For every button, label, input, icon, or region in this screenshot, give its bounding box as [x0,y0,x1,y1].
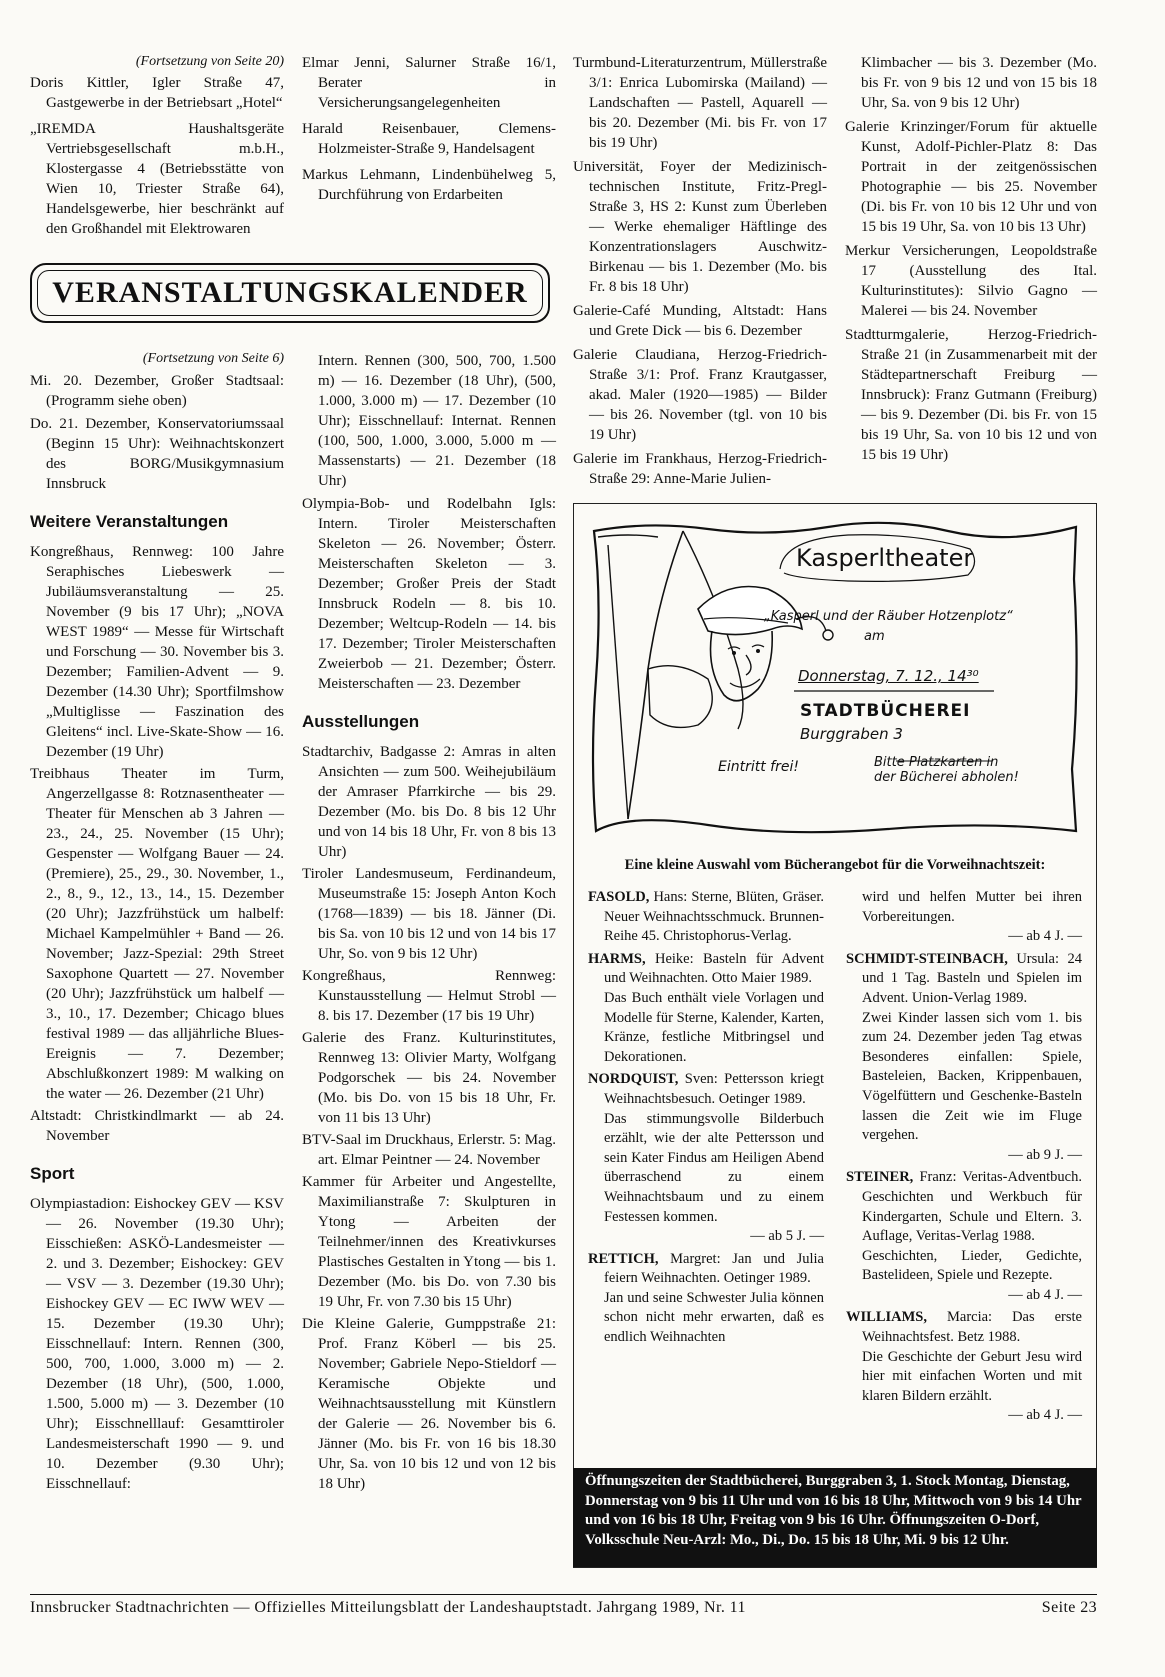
books-right-column [846,888,1082,1429]
list-item [846,888,1082,947]
list-item: Mi. 20. Dezember, Großer Stadtsaal: (Programm siehe oben) [30,373,284,409]
list-item: Do. 21. Dezember, Konservatoriumssaal (Beginn 15 Uhr): Weihnachtskonzert des BORG/Musikgymnasium Innsbruck [30,416,284,492]
top-column-3 [573,53,827,489]
list-item: Universität, Foyer der Medizinisch-technischen Institute, Fritz-Pregl-Straße 3, HS 2: Kunst zum Überleben — Werke ehemaliger Häftlinge des Konzentrationslagers Auschwitz-Birkenau — bis 1. Dezember (Mo. bis Fr. 8 bis 18 Uhr) [573,159,827,295]
list-item: Elmar Jenni, Salurner Straße 16/1, Berater in Versicherungsangelegenheiten [302,55,556,111]
list-item: Olympia-Bob- und Rodelbahn Igls: Intern. Tiroler Meisterschaften Skeleton — 26. November; Österr. Meisterschaften Skeleton — 3. Dezember; Großer Preis der Stadt Innsbruck Rodeln — 8. bis 10. Dezember; Weltcup-Rodeln — 14. bis 17. Dezember; Tiroler Meisterschaften Zweierbob — 21. Dezember; Österr. Meisterschaften — 23. Dezember [302,496,556,692]
book-title: Margret: Jan und Julia feiern Weihnachten. Oetinger 1989. [604,1250,824,1287]
top-column-1 [30,73,284,239]
book-age: — ab 4 J. — [1008,928,1082,945]
section-heading-sport: Sport [30,1164,75,1183]
list-item [846,950,1082,1166]
list-item [588,950,824,1068]
list-item: Galerie des Franz. Kulturinstitutes, Rennweg 13: Olivier Marty, Wolfgang Podgorschek — bis 24. November (Mo. bis Do. von 15 bis 18 Uhr, Fr. von 11 bis 13 Uhr) [302,1030,556,1126]
book-author: NORDQUIST, [588,1071,679,1088]
continuation-note-calendar: (Fortsetzung von Seite 6) [142,351,284,366]
list-item: Olympiastadion: Eishockey GEV — KSV — 26. November (19.30 Uhr); Eisschießen: ASKÖ-Landesmeister — 2. und 3. Dezember; Eishockey: GEV — VSV — 3. Dezember (19.30 Uhr); Eishockey GEV — EC IWW WEV — 15. Dezember (19.30 Uhr); Eisschnellauf: Intern. Rennen (300, 500, 700, 1.000, 3.000 m) — 2. Dezember (18 Uhr), (500, 1.000, 1.500, 5.000 m) — 3. Dezember (10 Uhr); Eisschnelllauf: Gesamttiroler Landesmeisterschaft 1990 — 9. und 10. Dezember (9.30 Uhr); Eisschnellauf: [30,1196,284,1492]
list-item [588,1250,824,1348]
list-item: Intern. Rennen (300, 500, 700, 1.500 m) — 16. Dezember (18 Uhr), (500, 1.000, 3.000 m) — 17. Dezember (10 Uhr); Eisschnellauf: Internat. Rennen (100, 500, 1.000, 3.000, 5.000 m — Massenstarts) — 21. Dezember (18 Uhr) [318,353,556,489]
kasperl-poster [588,519,1082,839]
kasperl-date: Donnerstag, 7. 12., 14³⁰ [798,667,979,685]
page-footer [30,1594,1097,1617]
book-age: — ab 9 J. — [1008,1146,1082,1163]
book-description: Das Buch enthält viele Vorlagen und Modelle für Sterne, Kalender, Karten, Kränze, festliche Mitbringsel und Dekorationen. [604,989,824,1065]
kasperl-am: am [864,629,885,644]
library-box [573,503,1097,1568]
list-item: Treibhaus Theater im Turm, Angerzellgasse 8: Rotznasentheater — Theater für Menschen ab 3 Jahren — 23., 24., 25. November (15 Uhr); Gespenster — Wolfgang Bauer — 24. (Premiere), 25., 29., 30. November, 1., 2., 8., 9., 12., 13., 14., 15. Dezember (20 Uhr); Jazzfrühstück um halbelf: Michael Kampelmühler + Band — 26. November; Jazz-Spezial: 29th Street Saxophone Quartett — 27. November (20 Uhr); Jazzfrühstück um halbelf — 3., 10., 17. Dezember; Chicago blues festival 1989 — das alljährliche Blues-Ereignis — 7. Dezember; Abschlußkonzert 1989: M walking on the water — 26. Dezember (21 Uhr) [30,766,284,1102]
list-item: Kammer für Arbeiter und Angestellte, Maximilianstraße 7: Skulpturen in Ytong — Arbeiten der Teilnehmer/innen des Kreativkurses Plastisches Gestalten in Ytong — bis 1. Dezember (Mo. bis Do. von 7.30 bis 19 Uhr, Fr. von 7.30 bis 15 Uhr) [302,1174,556,1310]
continuation-note-top: (Fortsetzung von Seite 20) [135,54,284,69]
book-title: Franz: Veritas-Adventbuch. Geschichten und Werkbuch für Kindergarten, Schule und Eltern. 3. Auflage, Veritas-Verlag 1988. [862,1169,1082,1245]
book-author: STEINER, [846,1169,914,1186]
list-item: Kongreßhaus, Rennweg: Kunstausstellung — Helmut Strobl — 8. bis 17. Dezember (17 bis 19 Uhr) [302,968,556,1024]
books-left-column [588,888,824,1351]
book-title: Heike: Basteln für Advent und Weihnachten. Otto Maier 1989. [604,950,824,987]
book-author: HARMS, [588,950,646,967]
calendar-column-1 [30,371,284,1494]
page-number: Seite 23 [1041,1599,1097,1616]
list-item: Stadtarchiv, Badgasse 2: Amras in alten Ansichten — zum 500. Weihejubiläum der Amraser Pfarrkirche — bis 29. Dezember (Mo. bis Do. 8 bis 12 Uhr und von 14 bis 18 Uhr, Fr. von 8 bis 13 Uhr) [302,744,556,860]
top-column-2 [302,53,556,205]
book-description: Das stimmungsvolle Bilderbuch erzählt, wie der alte Pettersson und sein Kater Findus am Heiligen Abend überraschend zu einem Weihnachtsbaum und zu einem Festessen kommen. [604,1110,824,1225]
top-column-4 [845,53,1097,465]
book-title: Marcia: Das erste Weihnachtsfest. Betz 1988. [862,1309,1082,1346]
book-description: wird und helfen Mutter bei ihren Vorbereitungen. [862,889,1082,925]
list-item: Harald Reisenbauer, Clemens-Holzmeister-Straße 9, Handelsagent [302,121,556,157]
list-item [588,1070,824,1246]
list-item: Tiroler Landesmuseum, Ferdinandeum, Museumstraße 15: Joseph Anton Koch (1768—1839) — bis 18. Jänner (Di. bis Sa. von 10 bis 12 und von 14 bis 17 Uhr, So. von 9 bis 12 Uhr) [302,866,556,962]
kasperl-play: „Kasperl und der Räuber Hotzenplotz“ [764,609,1013,624]
book-author: SCHMIDT-STEINBACH, [846,950,1008,967]
book-description: Die Geschichte der Geburt Jesu wird hier mit einfachen Worten und mit klaren Bildern erzählt. [862,1348,1082,1404]
list-item: Galerie-Café Munding, Altstadt: Hans und Grete Dick — bis 6. Dezember [573,303,827,339]
calendar-column-2 [302,351,556,1494]
kasperl-place: STADTBÜCHEREI [800,701,971,721]
list-item: Markus Lehmann, Lindenbühelweg 5, Durchführung von Erdarbeiten [302,167,556,203]
section-heading-ausstellungen: Ausstellungen [302,712,420,731]
book-title: Sven: Pettersson kriegt Weihnachtsbesuch. Oetinger 1989. [604,1071,824,1107]
list-item: Klimbacher — bis 3. Dezember (Mo. bis Fr. von 9 bis 12 und von 15 bis 18 Uhr, Sa. von 9 bis 12 Uhr) [861,55,1097,111]
book-title: Hans: Sterne, Blüten, Gräser. Neuer Weihnachtsschmuck. Brunnen-Reihe 45. Christophorus-Verlag. [604,889,824,945]
kasperl-title: Kasperltheater [796,544,974,572]
list-item: BTV-Saal im Druckhaus, Erlerstr. 5: Mag. art. Elmar Peintner — 24. November [302,1132,556,1168]
kasperl-tickets: Bitte Platzkarten in der Bücherei abholen! [874,755,1019,785]
book-age: — ab 5 J. — [750,1228,824,1245]
book-author: RETTICH, [588,1250,659,1267]
library-hours: Öffnungszeiten der Stadtbücherei, Burggraben 3, 1. Stock Montag, Dienstag, Donnerstag von 9 bis 11 Uhr und von 16 bis 18 Uhr, Mittwoch von 9 bis 14 Uhr und von 16 bis 18 Uhr, Freitag von 9 bis 16 Uhr. Öffnungszeiten O-Dorf, Volksschule Neu-Arzl: Mo., Di., Do. 15 bis 18 Uhr, Mi. 9 bis 12 Uhr. [573,1468,1097,1567]
list-item: Merkur Versicherungen, Leopoldstraße 17 (Ausstellung des Ital. Kulturinstitutes): Silvio Gagno — Malerei — bis 24. November [845,243,1097,319]
list-item: Galerie Claudiana, Herzog-Friedrich-Straße 3/1: Prof. Franz Krautgasser, akad. Maler (1920—1985) — Bilder — bis 26. November (tgl. von 10 bis 19 Uhr) [573,347,827,443]
book-age: — ab 4 J. — [1008,1286,1082,1303]
calendar-banner [30,263,550,323]
list-item: Galerie Krinzinger/Forum für aktuelle Kunst, Adolf-Pichler-Platz 8: Das Portrait in der zeitgenössischen Photographie — bis 25. November (Di. bis Fr. von 10 bis 12 Uhr und von 15 bis 19 Uhr, Sa. von 10 bis 13 Uhr) [845,119,1097,235]
list-item: Doris Kittler, Igler Straße 47, Gastgewerbe in der Betriebsart „Hotel“ [30,75,284,111]
book-title: Ursula: 24 und 1 Tag. Basteln und Spielen im Advent. Union-Verlag 1989. [862,950,1082,1006]
list-item [588,888,824,947]
list-item: Galerie im Frankhaus, Herzog-Friedrich-Straße 29: Anne-Marie Julien- [573,451,827,487]
footer-publication: Innsbrucker Stadtnachrichten — Offizielles Mitteilungsblatt der Landeshauptstadt. Jahrgang 1989, Nr. 11 [30,1599,746,1616]
list-item [846,1168,1082,1305]
list-item: Die Kleine Galerie, Gumppstraße 21: Prof. Franz Köberl — bis 25. November; Gabriele Nepo-Stieldorf — Keramische Objekte und Weihnachtsausstellung mit Künstlern der Galerie — 26. November bis 6. Jänner (Mo. bis Fr. von 16 bis 18.30 Uhr, Sa. von 10 bis 12 und von 12 bis 18 Uhr) [302,1316,556,1492]
book-author: FASOLD, [588,889,650,905]
page-title: VERANSTALTUNGSKALENDER [37,270,543,316]
kasperl-address: Burggraben 3 [800,725,903,743]
list-item: Altstadt: Christkindlmarkt — ab 24. November [30,1108,284,1144]
book-description: Jan und seine Schwester Julia können schon nicht mehr erwarten, daß es endlich Weihnachten [604,1289,824,1346]
books-heading: Eine kleine Auswahl vom Bücherangebot für die Vorweihnachtszeit: [624,857,1046,873]
book-age: — ab 4 J. — [1008,1407,1082,1424]
book-description: Zwei Kinder lassen sich vom 1. bis zum 24. Dezember jeden Tag etwas Besonderes einfallen: Spiele, Basteleien, Backen, Krippenbauen, Vögelfüttern und Geschenke-Basteln lassen die Zeit wie im Fluge vergehen. [862,1009,1082,1144]
section-heading-weitere: Weitere Veranstaltungen [30,512,229,531]
list-item: Stadtturmgalerie, Herzog-Friedrich-Straße 21 (in Zusammenarbeit mit der Städtepartnerschaft Freiburg — Innsbruck): Franz Gutmann (Freiburg) — bis 9. Dezember (Di. bis Fr. von 15 bis 19 Uhr, Sa. von 10 bis 12 und von 15 bis 19 Uhr) [845,327,1097,463]
list-item: „IREMDA Haushaltsgeräte Vertriebsgesellschaft m.b.H., Klostergasse 4 (Betriebsstätte von Wien 10, Triester Straße 64), Handelsgewerbe, hier beschränkt auf den Großhandel mit Elektrowaren [30,121,284,237]
book-description: Geschichten, Lieder, Gedichte, Bastelideen, Spiele und Rezepte. [862,1247,1082,1284]
book-author: WILLIAMS, [846,1309,927,1326]
list-item [846,1308,1082,1426]
list-item: Kongreßhaus, Rennweg: 100 Jahre Seraphisches Liebeswerk — Jubiläumsveranstaltung — 25. November (9 bis 17 Uhr); „NOVA WEST 1989“ — Messe für Wirtschaft und Forschung — 30. November bis 3. Dezember; Familien-Advent — 9. Dezember (14.30 Uhr); Sportfilmshow „Multiglisse — Faszination des Gleitens“ incl. Live-Skate-Show — 16. Dezember (19 Uhr) [30,544,284,760]
kasperl-free: Eintritt frei! [718,759,799,775]
list-item: Turmbund-Literaturzentrum, Müllerstraße 3/1: Enrica Lubomirska (Mailand) — Landschaften — Pastell, Aquarell — bis 20. Dezember (Mi. bis Fr. von 17 bis 19 Uhr) [573,55,827,151]
